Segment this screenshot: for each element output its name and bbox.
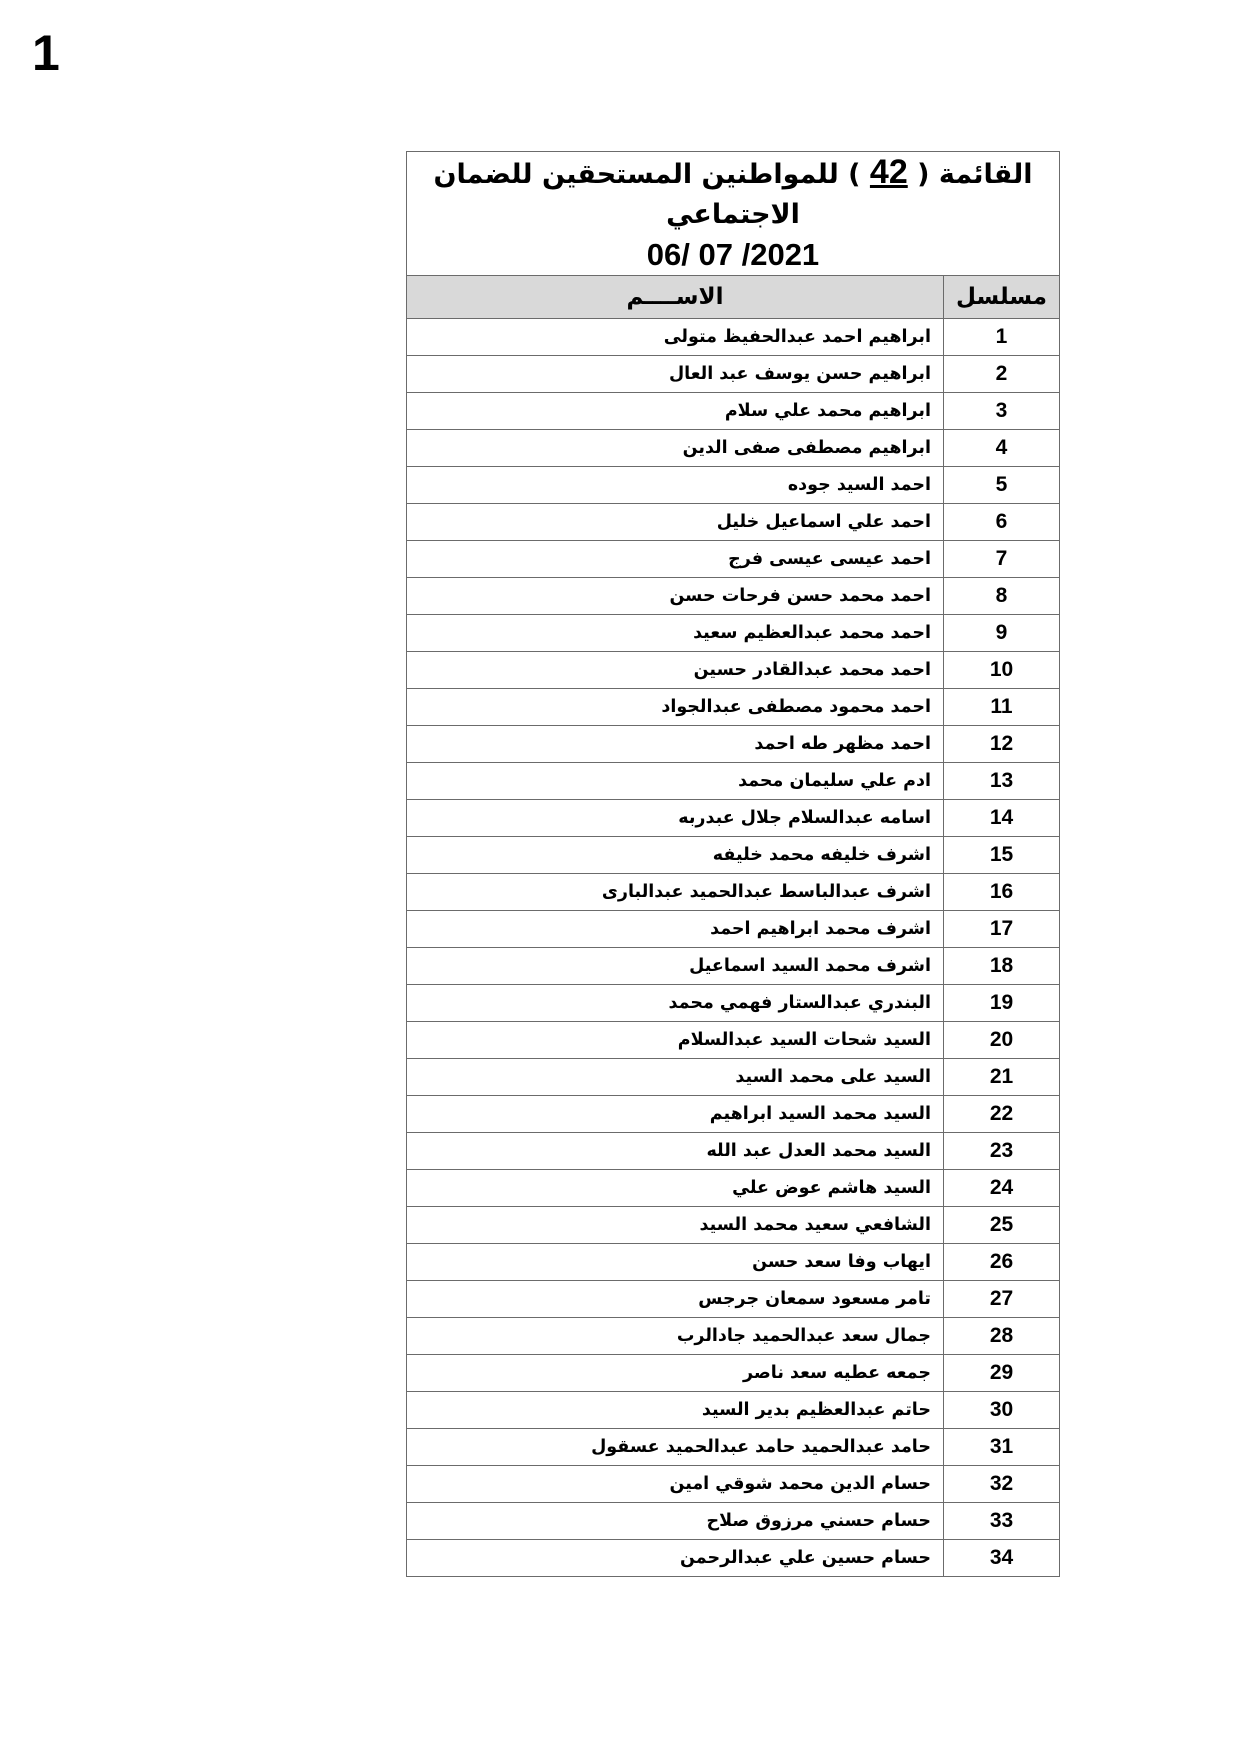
name-cell: حسام الدين محمد شوقي امين — [407, 1466, 944, 1503]
name-cell: احمد محمد حسن فرحات حسن — [407, 578, 944, 615]
list-number: 42 — [869, 153, 908, 191]
serial-cell: 13 — [944, 763, 1060, 800]
table-row — [407, 948, 1060, 985]
name-cell: السيد محمد العدل عبد الله — [407, 1133, 944, 1170]
name-cell: حسام حسني مرزوق صلاح — [407, 1503, 944, 1540]
table-row — [407, 1244, 1060, 1281]
serial-cell: 25 — [944, 1207, 1060, 1244]
table-row — [407, 1355, 1060, 1392]
name-cell: البندري عبدالستار فهمي محمد — [407, 985, 944, 1022]
name-cell: احمد مظهر طه احمد — [407, 726, 944, 763]
table-row — [407, 578, 1060, 615]
table-row — [407, 1429, 1060, 1466]
serial-cell: 30 — [944, 1392, 1060, 1429]
name-cell: جمال سعد عبدالحميد جادالرب — [407, 1318, 944, 1355]
name-cell: حسام حسين علي عبدالرحمن — [407, 1540, 944, 1577]
serial-cell: 14 — [944, 800, 1060, 837]
serial-cell: 6 — [944, 504, 1060, 541]
serial-cell: 19 — [944, 985, 1060, 1022]
name-cell: ابراهيم حسن يوسف عبد العال — [407, 356, 944, 393]
table-row — [407, 467, 1060, 504]
title-prefix: القائمة ( — [917, 159, 1033, 190]
table-row — [407, 800, 1060, 837]
serial-cell: 24 — [944, 1170, 1060, 1207]
serial-cell: 21 — [944, 1059, 1060, 1096]
table-row — [407, 1022, 1060, 1059]
column-header-name: الاســــم — [407, 276, 944, 319]
serial-cell: 26 — [944, 1244, 1060, 1281]
serial-cell: 11 — [944, 689, 1060, 726]
serial-cell: 1 — [944, 319, 1060, 356]
serial-cell: 20 — [944, 1022, 1060, 1059]
table-title — [407, 152, 1060, 276]
name-cell: حامد عبدالحميد حامد عبدالحميد عسقول — [407, 1429, 944, 1466]
title-date: 06/ 07 /2021 — [646, 237, 820, 272]
table-row — [407, 985, 1060, 1022]
table-row — [407, 393, 1060, 430]
serial-cell: 10 — [944, 652, 1060, 689]
table-title-row — [407, 152, 1060, 276]
serial-cell: 31 — [944, 1429, 1060, 1466]
title-suffix: ) للمواطنين المستحقين للضمان الاجتماعي — [433, 159, 861, 230]
serial-cell: 22 — [944, 1096, 1060, 1133]
serial-cell: 29 — [944, 1355, 1060, 1392]
table-row — [407, 319, 1060, 356]
serial-cell: 7 — [944, 541, 1060, 578]
title-line — [407, 152, 1059, 235]
table-row — [407, 615, 1060, 652]
page-number: 1 — [32, 25, 60, 81]
name-cell: احمد محمود مصطفى عبدالجواد — [407, 689, 944, 726]
table-row — [407, 430, 1060, 467]
table-row — [407, 652, 1060, 689]
serial-cell: 5 — [944, 467, 1060, 504]
name-cell: ادم علي سليمان محمد — [407, 763, 944, 800]
name-cell: حاتم عبدالعظيم بدير السيد — [407, 1392, 944, 1429]
table-row — [407, 1170, 1060, 1207]
name-cell: احمد محمد عبدالقادر حسين — [407, 652, 944, 689]
table-row — [407, 911, 1060, 948]
table-row — [407, 1540, 1060, 1577]
serial-cell: 3 — [944, 393, 1060, 430]
beneficiaries-table — [406, 151, 1060, 1577]
name-cell: تامر مسعود سمعان جرجس — [407, 1281, 944, 1318]
serial-cell: 2 — [944, 356, 1060, 393]
name-cell: احمد السيد جوده — [407, 467, 944, 504]
table-row — [407, 726, 1060, 763]
table-row — [407, 1059, 1060, 1096]
name-cell: اسامه عبدالسلام جلال عبدربه — [407, 800, 944, 837]
name-cell: اشرف عبدالباسط عبدالحميد عبدالبارى — [407, 874, 944, 911]
name-cell: السيد شحات السيد عبدالسلام — [407, 1022, 944, 1059]
table-row — [407, 1392, 1060, 1429]
name-cell: ابراهيم محمد علي سلام — [407, 393, 944, 430]
table-row — [407, 356, 1060, 393]
table-row — [407, 837, 1060, 874]
table-row — [407, 763, 1060, 800]
serial-cell: 15 — [944, 837, 1060, 874]
name-cell: احمد عيسى عيسى فرج — [407, 541, 944, 578]
table-row — [407, 541, 1060, 578]
name-cell: السيد محمد السيد ابراهيم — [407, 1096, 944, 1133]
serial-cell: 27 — [944, 1281, 1060, 1318]
name-cell: ايهاب وفا سعد حسن — [407, 1244, 944, 1281]
name-cell: السيد هاشم عوض علي — [407, 1170, 944, 1207]
table-row — [407, 1466, 1060, 1503]
serial-cell: 12 — [944, 726, 1060, 763]
table-body — [407, 319, 1060, 1577]
serial-cell: 28 — [944, 1318, 1060, 1355]
serial-cell: 34 — [944, 1540, 1060, 1577]
serial-cell: 16 — [944, 874, 1060, 911]
serial-cell: 33 — [944, 1503, 1060, 1540]
serial-cell: 17 — [944, 911, 1060, 948]
table-row — [407, 689, 1060, 726]
name-cell: ابراهيم احمد عبدالحفيظ متولى — [407, 319, 944, 356]
table-row — [407, 1096, 1060, 1133]
table-row — [407, 874, 1060, 911]
table-row — [407, 1503, 1060, 1540]
serial-cell: 9 — [944, 615, 1060, 652]
serial-cell: 4 — [944, 430, 1060, 467]
table-header-row — [407, 276, 1060, 319]
table-row — [407, 1133, 1060, 1170]
column-header-serial: مسلسل — [944, 276, 1060, 319]
table-row — [407, 1318, 1060, 1355]
serial-cell: 8 — [944, 578, 1060, 615]
serial-cell: 23 — [944, 1133, 1060, 1170]
name-cell: السيد على محمد السيد — [407, 1059, 944, 1096]
name-cell: احمد علي اسماعيل خليل — [407, 504, 944, 541]
name-cell: ابراهيم مصطفى صفى الدين — [407, 430, 944, 467]
name-cell: احمد محمد عبدالعظيم سعيد — [407, 615, 944, 652]
name-cell: جمعه عطيه سعد ناصر — [407, 1355, 944, 1392]
name-cell: الشافعي سعيد محمد السيد — [407, 1207, 944, 1244]
name-cell: اشرف محمد ابراهيم احمد — [407, 911, 944, 948]
table-row — [407, 1207, 1060, 1244]
name-cell: اشرف محمد السيد اسماعيل — [407, 948, 944, 985]
serial-cell: 18 — [944, 948, 1060, 985]
table-row — [407, 1281, 1060, 1318]
serial-cell: 32 — [944, 1466, 1060, 1503]
name-cell: اشرف خليفه محمد خليفه — [407, 837, 944, 874]
table-row — [407, 504, 1060, 541]
